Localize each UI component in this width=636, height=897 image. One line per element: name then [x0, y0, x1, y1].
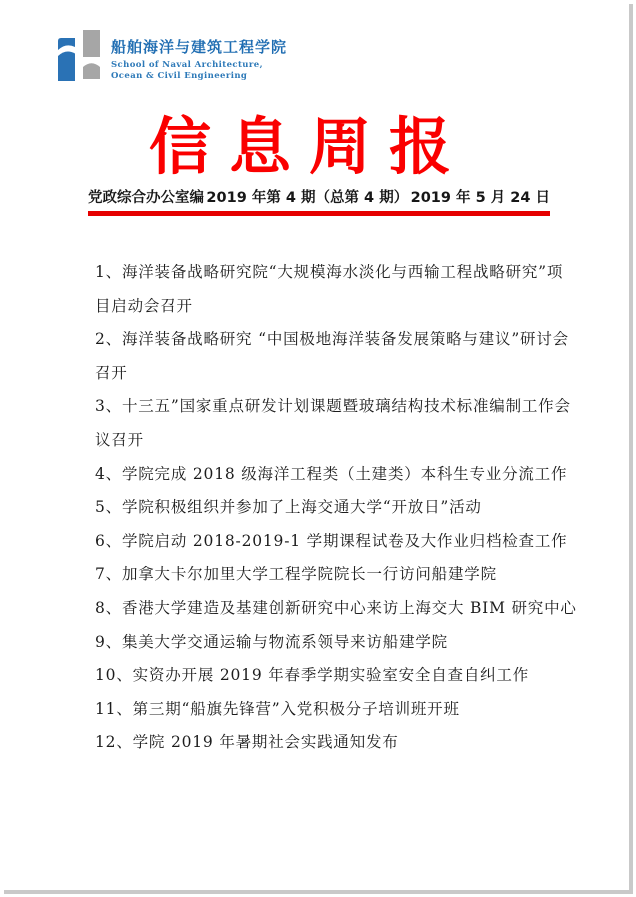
school-name-en	[111, 60, 287, 82]
masthead-date: 2019 年 5 月 24 日	[410, 190, 550, 206]
list-item	[95, 491, 565, 525]
list-item	[95, 458, 568, 492]
list-item	[95, 693, 565, 727]
school-name-en-line1: School of Naval Architecture,	[111, 60, 263, 70]
newsletter-title: 信息周报	[148, 110, 469, 183]
list-item-line: 3、十三五”国家重点研发计划课题暨玻璃结构技术标准编制工作会	[95, 397, 571, 416]
list-item-line: 5、学院积极组织并参加了上海交通大学“开放日”活动	[95, 498, 482, 517]
toc-list	[95, 256, 577, 760]
list-item-line: 议召开	[95, 430, 144, 449]
list-item-line: 11、第三期“船旗先锋营”入党积极分子培训班开班	[95, 699, 460, 718]
list-item-line: 召开	[95, 363, 128, 382]
masthead-editor: 党政综合办公室编	[88, 190, 204, 206]
list-item-line: 9、集美大学交通运输与物流系领导来访船建学院	[95, 632, 448, 651]
list-item-line: 2、海洋装备战略研究 “中国极地海洋装备发展策略与建议”研讨会	[95, 330, 569, 349]
school-logo-mark-icon	[58, 30, 102, 84]
list-item-line: 目启动会召开	[95, 296, 193, 315]
masthead-rule-divider	[88, 211, 550, 216]
list-item	[95, 592, 577, 626]
school-logo	[58, 30, 287, 84]
list-item	[95, 525, 568, 559]
list-item-line: 1、海洋装备战略研究院“大规模海水淡化与西输工程战略研究”项	[95, 263, 564, 281]
list-item	[95, 726, 565, 760]
list-item-line: 7、加拿大卡尔加里大学工程学院院长一行访问船建学院	[95, 565, 497, 584]
list-item-line: 8、香港大学建造及基建创新研究中心来访上海交大 BIM 研究中心	[95, 598, 577, 617]
masthead-issue: 2019 年第 4 期（总第 4 期）	[206, 190, 409, 206]
list-item	[95, 659, 565, 693]
list-item-line: 6、学院启动 2018-2019-1 学期课程试卷及大作业归档检查工作	[95, 531, 568, 550]
school-name-cn: 船舶海洋与建筑工程学院	[111, 38, 288, 56]
masthead	[88, 186, 550, 207]
list-item-line: 12、学院 2019 年暑期社会实践通知发布	[95, 733, 399, 752]
list-item	[95, 390, 571, 457]
school-logo-text	[111, 30, 287, 82]
list-item-line: 10、实资办开展 2019 年春季学期实验室安全自查自纠工作	[95, 666, 530, 685]
list-item	[95, 626, 565, 660]
school-name-en-line2: Ocean & Civil Engineering	[111, 71, 248, 81]
list-item	[95, 256, 565, 323]
list-item	[95, 558, 565, 592]
list-item-line: 4、学院完成 2018 级海洋工程类（土建类）本科生专业分流工作	[95, 464, 568, 483]
list-item	[95, 323, 569, 390]
